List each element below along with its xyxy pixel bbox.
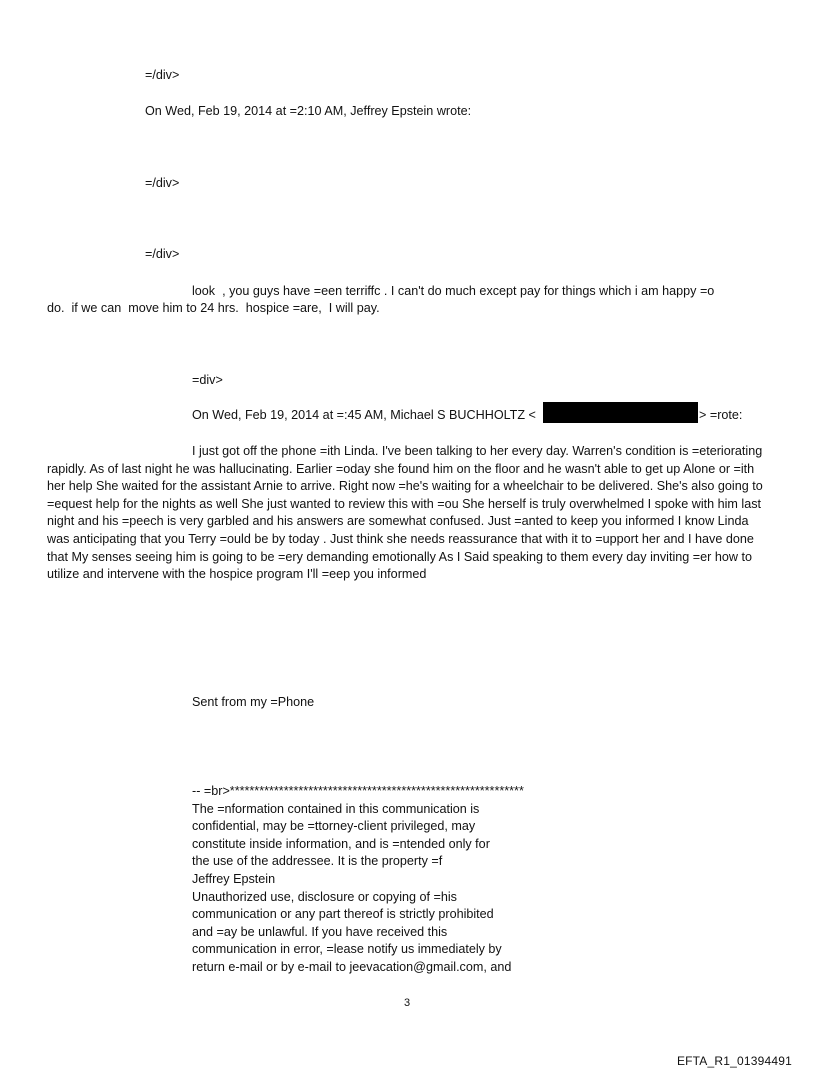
disclaimer-line: communication or any part thereof is strictly prohibited (192, 907, 494, 922)
div-open-marker: =div> (192, 373, 223, 387)
quoted-header-epstein: On Wed, Feb 19, 2014 at =2:10 AM, Jeffrey Epstein wrote: (145, 104, 472, 118)
disclaimer-line: communication in error, =lease notify us immediately by (192, 942, 502, 957)
quoted-header-buchholtz: On Wed, Feb 19, 2014 at =:45 AM, Michael S BUCHHOLTZ < (192, 408, 536, 422)
confidentiality-disclaimer (192, 783, 692, 977)
div-close-marker: =/div> (145, 176, 180, 190)
redaction-box (543, 402, 698, 423)
disclaimer-line: and =ay be unlawful. If you have received this (192, 924, 448, 939)
bates-number: EFTA_R1_01394491 (676, 1054, 792, 1068)
buchholtz-message-text: I just got off the phone =ith Linda. I've been talking to her every day. Warren's condition is =eteriorating rapidly. As of last night he was hallucinating. Earlier =oday she found him on the floor and he wasn't able to get up Alone or =ith her help She waited for the assistant Arnie to arrive. Right now =he's waiting for a wheelchair to be delivered. She's also going to =equest help for the nights as well She just wanted to review this with =ou She herself is truly overwhelmed I spoke with him last night and his =peech is very garbled and his answers are somewhat confused. Just =anted to keep you informed I know Linda was anticipating that you Terry =ould be by today . Just think she needs reassurance that with it to =upport her and I have done that My senses seeing him is going to be =ery demanding emotionally As I Said speaking to them every day inviting =er how to utilize and intervene with the hospice program I'll =eep you informed (47, 444, 763, 582)
disclaimer-line: The =nformation contained in this communication is (192, 801, 480, 816)
disclaimer-line: -- =br>************************************************************ (192, 784, 524, 798)
disclaimer-line: return e-mail or by e-mail to jeevacation@gmail.com, and (192, 959, 512, 974)
disclaimer-line: the use of the addressee. It is the property =f (192, 854, 443, 869)
epstein-message-line: do. if we can move him to 24 hrs. hospice =are, I will pay. (47, 301, 380, 315)
sent-from-signature: Sent from my =Phone (192, 695, 315, 709)
div-close-marker: =/div> (145, 68, 180, 82)
page-number: 3 (404, 997, 411, 1009)
disclaimer-line: Unauthorized use, disclosure or copying of =his (192, 889, 457, 904)
disclaimer-line: constitute inside information, and is =ntended only for (192, 836, 490, 851)
quoted-header-suffix: > =rote: (699, 408, 743, 422)
epstein-message-line: look , you guys have =een terriffc . I can't do much except pay for things which i am happy =o (192, 284, 715, 298)
buchholtz-message-body (47, 443, 772, 584)
div-close-marker: =/div> (145, 247, 180, 261)
disclaimer-line: Jeffrey Epstein (192, 871, 276, 886)
disclaimer-line: confidential, may be =ttorney-client privileged, may (192, 819, 476, 834)
